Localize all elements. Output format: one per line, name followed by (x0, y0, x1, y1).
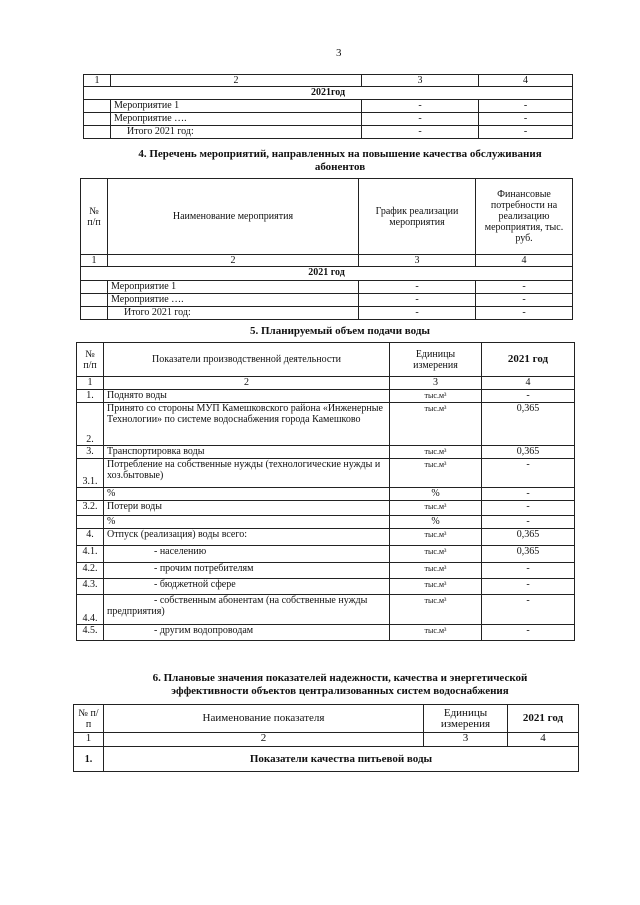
section-4-title-line2: абонентов (314, 161, 366, 173)
year-value: - (482, 390, 575, 403)
table-row (77, 459, 575, 488)
schedule-value: - (359, 281, 476, 294)
table-row (84, 113, 573, 126)
year-row: 2021 год (81, 267, 573, 281)
year-value: 0,365 (482, 529, 575, 546)
col-num-3: 3 (390, 377, 482, 390)
section-4-title-line1: 4. Перечень мероприятий, направленных на повышение качества обслуживания (138, 148, 542, 160)
unit-value: тыс.м³ (390, 390, 482, 403)
col-num-2: 2 (108, 255, 359, 267)
row-num (77, 516, 104, 529)
unit-value: тыс.м³ (390, 563, 482, 579)
table-row (77, 625, 575, 641)
indicator-name: - населению (104, 546, 390, 563)
year-value: 0,365 (482, 446, 575, 459)
indicator-name: Отпуск (реализация) воды всего: (104, 529, 390, 546)
unit-value: % (390, 488, 482, 501)
year-value: - (482, 595, 575, 625)
col-num-2: 2 (111, 75, 362, 87)
section-4-title (80, 148, 600, 174)
row-num: 4.1. (77, 546, 104, 563)
col-num-1: 1 (77, 377, 104, 390)
table-row (77, 390, 575, 403)
total-label: Итого 2021 год: (108, 307, 359, 320)
table-row (77, 579, 575, 595)
row-num: 3.1. (77, 459, 104, 488)
table-row (77, 563, 575, 579)
table-5 (76, 342, 575, 641)
finance-value: - (476, 307, 573, 320)
table-row (77, 529, 575, 546)
indicator-name: Потери воды (104, 501, 390, 516)
col-num-3: 3 (424, 733, 508, 747)
finance-value: - (479, 100, 573, 113)
row-num: 4.5. (77, 625, 104, 641)
section-6-title (80, 672, 600, 698)
table-row (77, 501, 575, 516)
col-num-1: 1 (81, 255, 108, 267)
indicator-name: Поднято воды (104, 390, 390, 403)
year-value: 0,365 (482, 403, 575, 446)
header-year: 2021 год (508, 705, 579, 733)
table-header (81, 179, 573, 255)
year-value: - (482, 579, 575, 595)
table-header (77, 343, 575, 377)
indicator-name: - прочим потребителям (104, 563, 390, 579)
finance-value: - (479, 126, 573, 139)
schedule-value: - (359, 294, 476, 307)
header-year: 2021 год (482, 343, 575, 377)
schedule-value: - (362, 126, 479, 139)
col-num-3: 3 (359, 255, 476, 267)
indicator-name: Принято со стороны МУП Камешковского района «Инженерные Технологии» по системе водоснабжения города Камешково (104, 403, 390, 446)
col-num-4: 4 (482, 377, 575, 390)
indicator-name: % (104, 516, 390, 529)
table-row (74, 747, 579, 772)
header-schedule: График реализации мероприятия (359, 179, 476, 255)
table-row (84, 100, 573, 113)
measure-name: Мероприятие 1 (111, 100, 362, 113)
col-num-1: 1 (74, 733, 104, 747)
header-unit: Единицы измерения (390, 343, 482, 377)
schedule-value: - (362, 113, 479, 126)
measure-name: Мероприятие …. (111, 113, 362, 126)
finance-value: - (476, 294, 573, 307)
table-4 (80, 178, 573, 320)
table-row (81, 281, 573, 294)
unit-value: тыс.м³ (390, 446, 482, 459)
table-row (81, 294, 573, 307)
indicator-name: - бюджетной сфере (104, 579, 390, 595)
unit-value: тыс.м³ (390, 625, 482, 641)
header-name: Наименование мероприятия (108, 179, 359, 255)
row-num: 4.2. (77, 563, 104, 579)
unit-value: тыс.м³ (390, 579, 482, 595)
unit-value: тыс.м³ (390, 501, 482, 516)
table-row (77, 403, 575, 446)
table-row (77, 595, 575, 625)
section-6-title-line2: эффективности объектов централизованных систем водоснабжения (171, 685, 509, 697)
table-row (77, 546, 575, 563)
header-num: № п/п (74, 705, 104, 733)
table-row (77, 446, 575, 459)
year-row: 2021год (84, 87, 573, 100)
section-row-title: Показатели качества питьевой воды (104, 747, 579, 772)
schedule-value: - (359, 307, 476, 320)
table-row (77, 488, 575, 501)
unit-value: тыс.м³ (390, 595, 482, 625)
col-num-3: 3 (362, 75, 479, 87)
table-header-nums (84, 75, 573, 87)
indicator-name: Потребление на собственные нужды (технологические нужды и хоз.бытовые) (104, 459, 390, 488)
col-num-4: 4 (508, 733, 579, 747)
year-value: - (482, 563, 575, 579)
total-label: Итого 2021 год: (111, 126, 362, 139)
year-value: 0,365 (482, 546, 575, 563)
table-header-nums (77, 377, 575, 390)
unit-value: тыс.м³ (390, 546, 482, 563)
indicator-name: Транспортировка воды (104, 446, 390, 459)
finance-value: - (476, 281, 573, 294)
indicator-name: - другим водопроводам (104, 625, 390, 641)
col-num-1: 1 (84, 75, 111, 87)
schedule-value: - (362, 100, 479, 113)
header-finance: Финансовые потребности на реализацию мероприятия, тыс. руб. (476, 179, 573, 255)
year-value: - (482, 625, 575, 641)
table-header-nums (74, 733, 579, 747)
table-6 (73, 704, 579, 772)
col-num-2: 2 (104, 377, 390, 390)
table-row (84, 126, 573, 139)
row-num: 1. (77, 390, 104, 403)
header-indicator: Показатели производственной деятельности (104, 343, 390, 377)
section-6-title-line1: 6. Плановые значения показателей надежности, качества и энергетической (152, 672, 528, 684)
row-num: 2. (77, 403, 104, 446)
year-value: - (482, 488, 575, 501)
row-num: 3. (77, 446, 104, 459)
row-num: 4.3. (77, 579, 104, 595)
row-num: 4.4. (77, 595, 104, 625)
header-num: № п/п (81, 179, 108, 255)
year-value: - (482, 459, 575, 488)
unit-value: тыс.м³ (390, 529, 482, 546)
finance-value: - (479, 113, 573, 126)
indicator-name: % (104, 488, 390, 501)
measure-name: Мероприятие 1 (108, 281, 359, 294)
col-num-4: 4 (479, 75, 573, 87)
table-header (74, 705, 579, 733)
page-number: 3 (336, 47, 342, 59)
table-row (81, 307, 573, 320)
col-num-2: 2 (104, 733, 424, 747)
header-num: № п/п (77, 343, 104, 377)
unit-value: тыс.м³ (390, 459, 482, 488)
indicator-name: - собственным абонентам (на собственные нужды предприятия) (104, 595, 390, 625)
year-value: - (482, 501, 575, 516)
table-1 (83, 74, 573, 139)
col-num-4: 4 (476, 255, 573, 267)
section-5-title: 5. Планируемый объем подачи воды (250, 325, 430, 337)
header-unit: Единицы измерения (424, 705, 508, 733)
table-row (77, 516, 575, 529)
measure-name: Мероприятие …. (108, 294, 359, 307)
year-value: - (482, 516, 575, 529)
header-indicator: Наименование показателя (104, 705, 424, 733)
row-num (77, 488, 104, 501)
row-num: 3.2. (77, 501, 104, 516)
unit-value: % (390, 516, 482, 529)
table-header-nums (81, 255, 573, 267)
row-num: 4. (77, 529, 104, 546)
unit-value: тыс.м³ (390, 403, 482, 446)
row-num: 1. (74, 747, 104, 772)
